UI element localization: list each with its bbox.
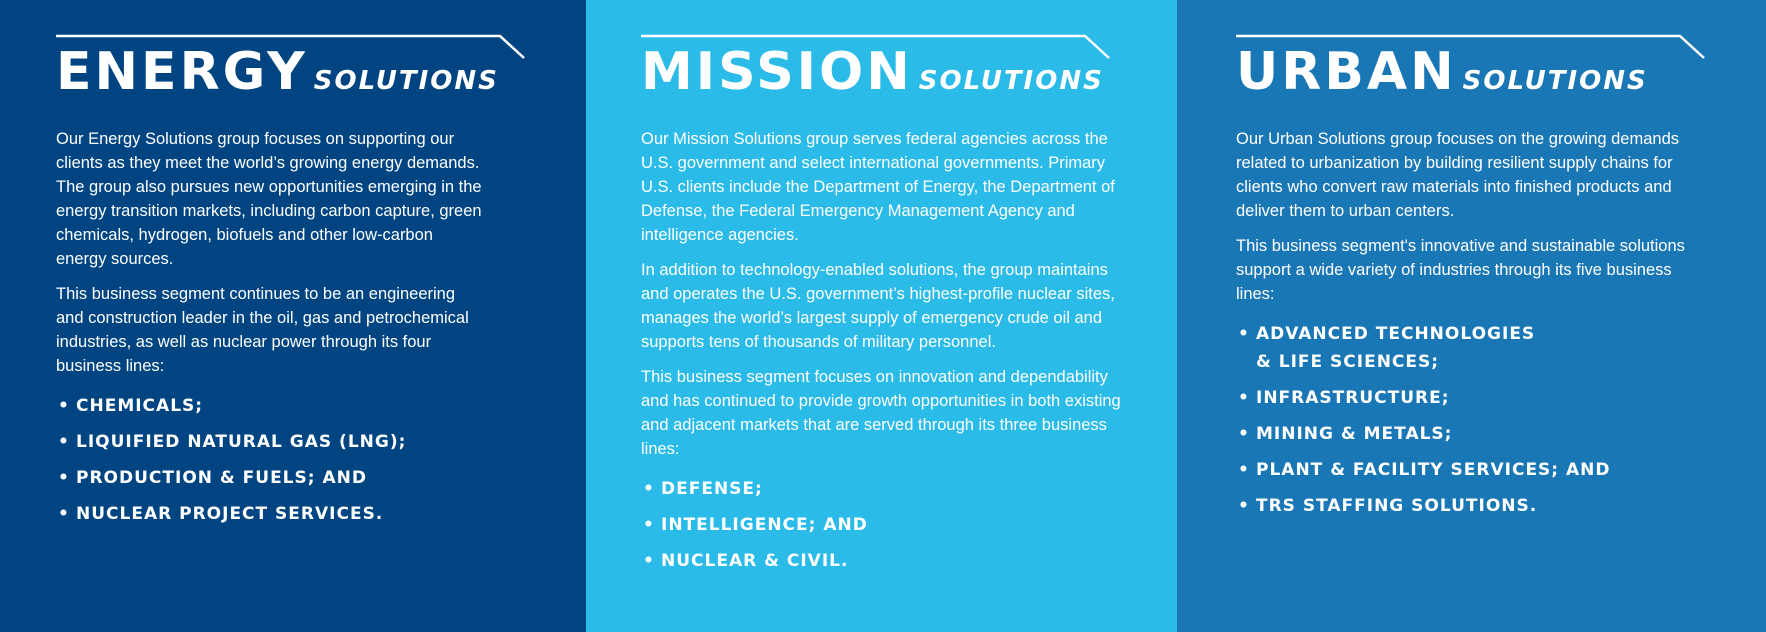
bullet-icon: • [643,515,655,535]
list-item-text: LIQUIFIED NATURAL GAS (LNG); [76,432,407,452]
bullet-icon: • [1238,324,1250,344]
bullet-icon: • [1238,388,1250,408]
panel-content [1236,127,1706,528]
panel-title [56,42,499,102]
list-item [1236,492,1706,520]
list-item [1236,320,1706,376]
paragraph: Our Energy Solutions group focuses on supporting our clients as they meet the world’s growing energy demands. The group also pursues new opportunities emerging in the energy transition markets, including carbon capture, green chemicals, hydrogen, biofuels and other low-carbon energy sources. [56,130,482,268]
bullet-icon: • [1238,460,1250,480]
bullet-icon: • [643,551,655,571]
panel-title-main: ENERGY [56,42,308,102]
panel-content [56,127,486,536]
list-item-text: INFRASTRUCTURE; [1256,388,1450,408]
paragraph: This business segment continues to be an engineering and construction leader in the oil, gas and petrochemical industries, as well as nuclear power through its four business lines: [56,285,469,375]
list-item-text: NUCLEAR PROJECT SERVICES. [76,504,384,524]
list-item-text: PLANT & FACILITY SERVICES; AND [1256,460,1611,480]
paragraph: Our Urban Solutions group focuses on the growing demands related to urbanization by building resilient supply chains for clients who convert raw materials into finished products and deliver them to urban centers. [1236,130,1680,220]
list-item [641,547,1121,575]
business-lines-list [56,392,486,528]
list-item [641,475,1121,503]
energy-solutions-panel [0,0,586,632]
list-item-text: MINING & METALS; [1256,424,1453,444]
bullet-icon: • [1238,424,1250,444]
panel-title [1236,42,1648,102]
bullet-icon: • [58,468,70,488]
urban-solutions-panel [1177,0,1766,632]
list-item [1236,420,1706,448]
list-item [1236,384,1706,412]
list-item-text: PRODUCTION & FUELS; AND [76,468,367,488]
paragraph: This business segment focuses on innovation and dependability and has continued to provide growth opportunities in both existing and adjacent markets that are served through its three business lines: [641,368,1121,458]
panel-title-main: MISSION [641,42,913,102]
bullet-icon: • [1238,496,1250,516]
paragraph: This business segment's innovative and sustainable solutions support a wide variety of industries through its five business lines: [1236,237,1685,303]
list-item-text: INTELLIGENCE; AND [661,515,868,535]
panel-title-sub: SOLUTIONS [313,66,499,96]
paragraph: Our Mission Solutions group serves federal agencies across the U.S. government and select international governments. Primary U.S. clients include the Department of Energy, the Department of Defense, the Federal Emergency Management Agency and intelligence agencies. [641,130,1115,244]
panel-title-main: URBAN [1236,42,1457,102]
list-item-text: TRS STAFFING SOLUTIONS. [1256,496,1538,516]
bullet-icon: • [58,396,70,416]
list-item-text: NUCLEAR & CIVIL. [661,551,849,571]
list-item [641,511,1121,539]
business-lines-list [1236,320,1706,520]
list-item [56,464,486,492]
bullet-icon: • [58,432,70,452]
bullet-icon: • [643,479,655,499]
panel-title-sub: SOLUTIONS [918,66,1104,96]
list-item-text: DEFENSE; [661,479,763,499]
bullet-icon: • [58,504,70,524]
panel-content [641,127,1121,583]
list-item [56,392,486,420]
list-item [56,428,486,456]
list-item-text: & LIFE SCIENCES; [1256,352,1440,372]
panel-title [641,42,1104,102]
paragraph: In addition to technology-enabled solutions, the group maintains and operates the U.S. government’s highest-profile nuclear sites, manages the world’s largest supply of emergency crude oil and supports tens of thousands of military personnel. [641,261,1115,351]
list-item [56,500,486,528]
list-item-text: ADVANCED TECHNOLOGIES [1256,324,1536,344]
list-item [1236,456,1706,484]
business-lines-list [641,475,1121,575]
panel-title-sub: SOLUTIONS [1462,66,1648,96]
list-item-text: CHEMICALS; [76,396,204,416]
mission-solutions-panel [586,0,1177,632]
